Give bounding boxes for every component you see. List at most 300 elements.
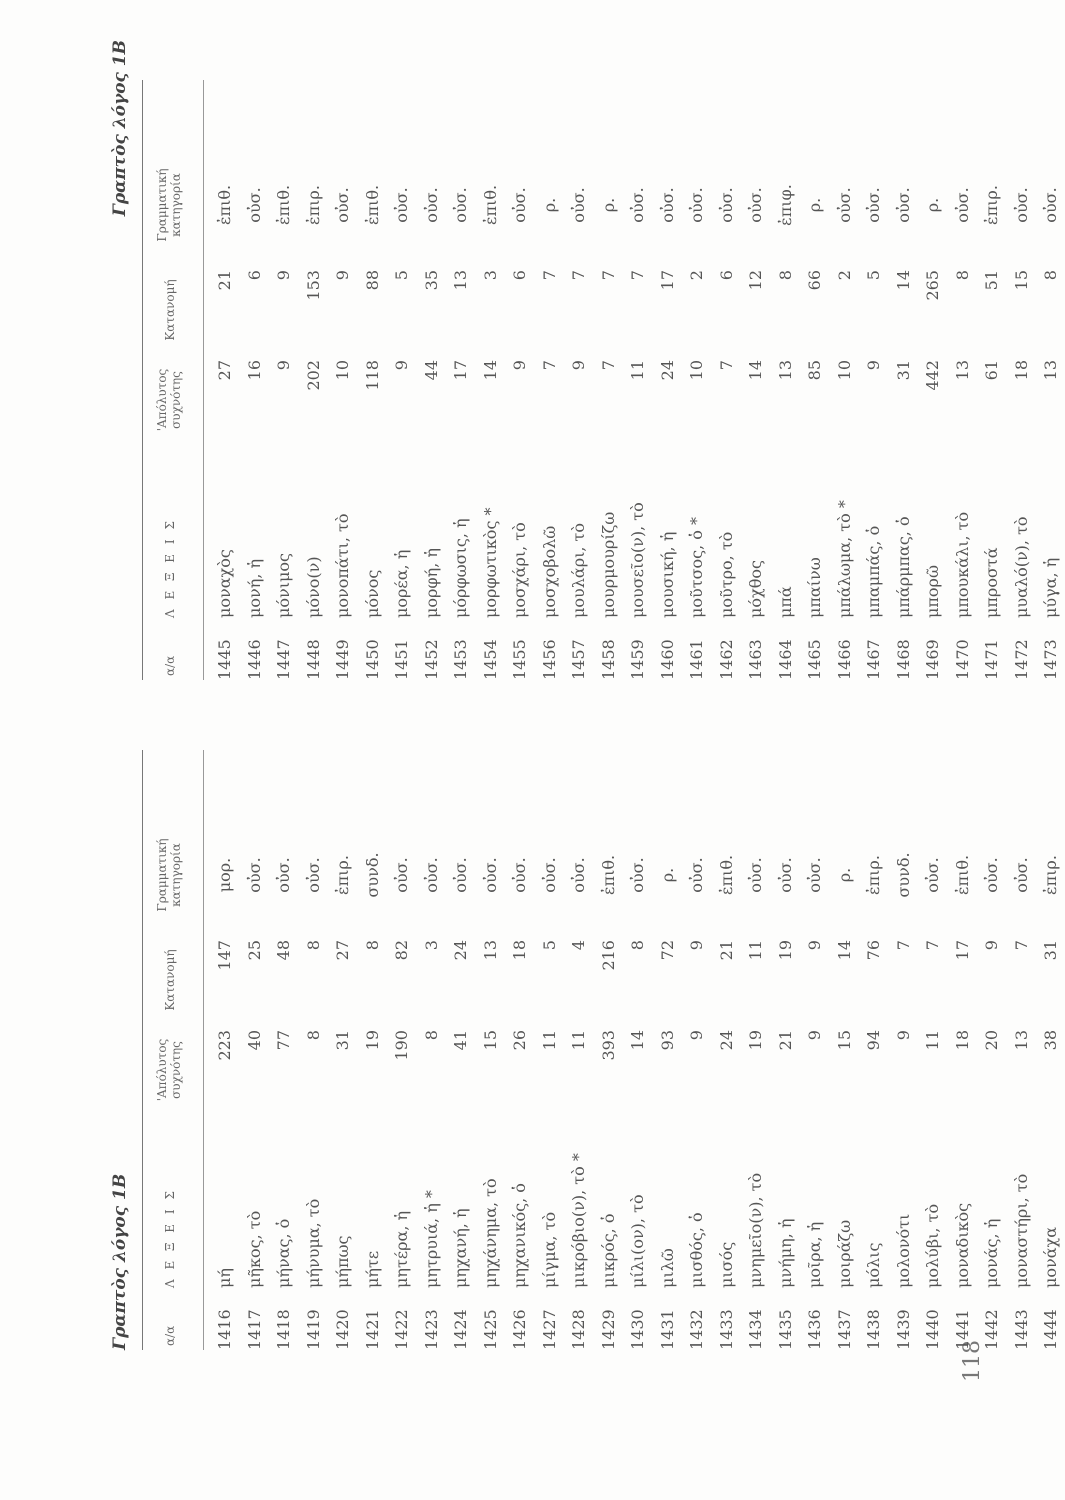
entry-distribution: 6 (244, 270, 264, 281)
table-row (771, 750, 801, 1350)
entry-lemma: μόνιμος (274, 552, 293, 618)
entry-abs-freq: 61 (982, 360, 1001, 381)
entry-lemma: μοναχὸς (215, 549, 234, 618)
entry-lemma: μόνο(ν) (303, 556, 323, 618)
entry-index: 1421 (362, 1309, 382, 1350)
entry-index: 1456 (539, 639, 559, 680)
entry-grammar: οὐσ. (1011, 187, 1031, 223)
entry-lemma: μπάλωμα, τὸ * (834, 500, 854, 618)
entry-distribution: 8 (628, 940, 647, 951)
entry-lemma: μπροστά (982, 547, 1001, 618)
table-row (240, 750, 270, 1350)
entry-lemma: μπαμπάς, ὁ (864, 525, 883, 618)
entry-lemma: μπά (775, 586, 795, 618)
entry-distribution: 3 (480, 270, 500, 281)
entry-grammar: ἐπιρ. (864, 855, 883, 895)
entry-distribution: 2 (687, 270, 706, 281)
entry-abs-freq: 9 (687, 1030, 706, 1041)
entry-grammar: ἐπιθ. (480, 184, 500, 226)
table-row (594, 80, 624, 680)
table-row (653, 80, 683, 680)
entry-lemma: μῆκος, τὸ (244, 1210, 264, 1288)
entry-lemma: μύγα, ἡ (1041, 557, 1060, 618)
entry-lemma: μονοπάτι, τὸ (333, 513, 352, 618)
entry-grammar: οὐσ. (834, 187, 854, 223)
entry-lemma: μουλάρι, τὸ (569, 522, 588, 618)
table-row (505, 750, 535, 1350)
entry-lemma: μόνος (362, 569, 382, 618)
entry-grammar: ρ. (598, 197, 618, 213)
entry-abs-freq: 7 (716, 360, 736, 371)
entry-abs-freq: 442 (923, 360, 942, 391)
entry-abs-freq: 26 (510, 1030, 529, 1051)
running-head-right: Γραπτὸς λόγος 1Β (110, 40, 130, 217)
entry-distribution: 7 (923, 940, 942, 951)
entry-grammar: οὐσ. (775, 857, 795, 893)
entry-abs-freq: 9 (864, 360, 883, 371)
entry-index: 1417 (244, 1309, 264, 1350)
entry-lemma: μοιράζω (834, 1219, 854, 1288)
col-header-grammar: Γραμματική κατηγορία (155, 838, 183, 912)
entry-lemma: μίγμα, τὸ (539, 1211, 559, 1288)
entry-grammar: οὐσ. (716, 187, 736, 223)
entry-lemma: μορέα, ἡ (392, 549, 411, 618)
entry-grammar: οὐσ. (657, 187, 677, 223)
entry-index: 1438 (864, 1309, 883, 1350)
entry-index: 1444 (1041, 1309, 1060, 1350)
entry-index: 1454 (480, 639, 500, 680)
entry-distribution: 14 (893, 270, 913, 291)
entry-distribution: 12 (746, 270, 765, 291)
entry-index: 1458 (598, 639, 618, 680)
entry-index: 1442 (982, 1309, 1001, 1350)
col-header-index: α/α (163, 1325, 177, 1346)
entry-distribution: 17 (952, 940, 972, 961)
entry-abs-freq: 10 (687, 360, 706, 381)
entry-lemma: μορφή, ἡ (421, 548, 441, 618)
table-row (210, 750, 240, 1350)
entry-index: 1446 (244, 639, 264, 680)
table-row (476, 750, 506, 1350)
entry-abs-freq: 85 (805, 360, 824, 381)
entry-index: 1453 (451, 639, 470, 680)
table-row (417, 750, 447, 1350)
table-row (830, 80, 860, 680)
entry-lemma: μπορῶ (923, 565, 942, 618)
col-header-abs-freq: 'Απόλυτος συχνότης (155, 368, 183, 432)
entry-lemma: μισός (716, 1241, 736, 1288)
entry-grammar: οὐσ. (982, 857, 1001, 893)
table-row (387, 80, 417, 680)
entry-distribution: 216 (598, 940, 618, 971)
entry-grammar: οὐσ. (510, 187, 529, 223)
entry-abs-freq: 19 (362, 1030, 382, 1051)
entry-abs-freq: 9 (893, 1030, 913, 1041)
entry-grammar: οὐσ. (333, 187, 352, 223)
entry-grammar: οὐσ. (303, 857, 323, 893)
table-row (741, 80, 771, 680)
entry-distribution: 66 (805, 270, 824, 291)
table-row (328, 80, 358, 680)
entry-abs-freq: 20 (982, 1030, 1001, 1051)
table-row (476, 80, 506, 680)
entry-lemma: μικρός, ὁ (598, 1213, 618, 1288)
entry-grammar: ἐπιφ. (775, 184, 795, 226)
entry-abs-freq: 13 (952, 360, 972, 381)
entry-lemma: μίλι(ον), τὸ (628, 1194, 647, 1288)
entry-index: 1451 (392, 639, 411, 680)
entry-grammar: οὐσ. (244, 857, 264, 893)
entry-index: 1426 (510, 1309, 529, 1350)
entry-distribution: 19 (775, 940, 795, 961)
entry-abs-freq: 9 (510, 360, 529, 371)
entry-index: 1443 (1011, 1309, 1031, 1350)
entry-grammar: συνδ. (362, 852, 382, 898)
entry-index: 1441 (952, 1309, 972, 1350)
entry-distribution: 14 (834, 940, 854, 961)
entry-index: 1440 (923, 1309, 942, 1350)
entry-index: 1450 (362, 639, 382, 680)
entry-grammar: ἐπιρ. (1041, 855, 1060, 895)
entry-grammar: οὐσ. (1041, 187, 1060, 223)
entry-abs-freq: 93 (657, 1030, 677, 1051)
entry-abs-freq: 44 (421, 360, 441, 381)
entry-index: 1447 (274, 639, 293, 680)
entry-grammar: ρ. (805, 197, 824, 213)
entry-abs-freq: 18 (1011, 360, 1031, 381)
entry-abs-freq: 21 (775, 1030, 795, 1051)
entry-index: 1437 (834, 1309, 854, 1350)
entry-abs-freq: 24 (716, 1030, 736, 1051)
entry-distribution: 7 (1011, 940, 1031, 951)
table-row (948, 80, 978, 680)
entry-distribution: 153 (303, 270, 323, 301)
entry-index: 1467 (864, 639, 883, 680)
entry-abs-freq: 393 (598, 1030, 618, 1061)
entry-abs-freq: 13 (1041, 360, 1060, 381)
entry-index: 1418 (274, 1309, 293, 1350)
entry-lemma: μουρμουρίζω (598, 511, 618, 618)
entry-distribution: 2 (834, 270, 854, 281)
table-row (771, 80, 801, 680)
entry-abs-freq: 10 (333, 360, 352, 381)
table-row (800, 80, 830, 680)
entry-distribution: 9 (274, 270, 293, 281)
entry-abs-freq: 9 (805, 1030, 824, 1041)
table-row (1036, 750, 1065, 1350)
entry-index: 1425 (480, 1309, 500, 1350)
entry-lemma: μόλις (864, 1242, 883, 1288)
entry-index: 1432 (687, 1309, 706, 1350)
entry-abs-freq: 202 (303, 360, 323, 391)
entry-abs-freq: 19 (746, 1030, 765, 1051)
entry-index: 1455 (510, 639, 529, 680)
table-row (859, 80, 889, 680)
table-row (977, 750, 1007, 1350)
entry-distribution: 31 (1041, 940, 1060, 961)
entry-index: 1460 (657, 639, 677, 680)
entry-distribution: 51 (982, 270, 1001, 291)
entry-grammar: οὐσ. (480, 857, 500, 893)
table-row (299, 750, 329, 1350)
entry-distribution: 8 (1041, 270, 1060, 281)
table-row (977, 80, 1007, 680)
header-rule (142, 80, 143, 680)
entry-distribution: 13 (451, 270, 470, 291)
entry-index: 1464 (775, 639, 795, 680)
entry-grammar: οὐσ. (864, 187, 883, 223)
entry-distribution: 76 (864, 940, 883, 961)
entry-distribution: 88 (362, 270, 382, 291)
column-rule (203, 80, 204, 680)
entry-index: 1433 (716, 1309, 736, 1350)
entry-lemma: μοσχοβολῶ (539, 525, 559, 618)
entry-grammar: ἐπιρ. (303, 185, 323, 225)
entry-index: 1472 (1011, 639, 1031, 680)
entry-index: 1439 (893, 1309, 913, 1350)
left-table-section (0, 710, 1065, 1350)
table-row (859, 750, 889, 1350)
entry-grammar: ἐπιθ. (598, 854, 618, 896)
table-row (889, 80, 919, 680)
table-row (358, 750, 388, 1350)
table-row (358, 80, 388, 680)
table-row (653, 750, 683, 1350)
entry-index: 1449 (333, 639, 352, 680)
table-row (918, 750, 948, 1350)
right-table-section (0, 40, 1065, 680)
entry-lemma: μόρφωσις, ἡ (451, 518, 470, 618)
column-headers (145, 80, 205, 680)
table-row (446, 750, 476, 1350)
entry-grammar: ρ. (923, 197, 942, 213)
entry-distribution: 5 (864, 270, 883, 281)
table-row (682, 750, 712, 1350)
entry-distribution: 72 (657, 940, 677, 961)
entry-abs-freq: 17 (451, 360, 470, 381)
entry-index: 1462 (716, 639, 736, 680)
entry-abs-freq: 40 (244, 1030, 264, 1051)
entry-grammar: ἐπιθ. (952, 854, 972, 896)
entry-grammar: συνδ. (893, 852, 913, 898)
entry-abs-freq: 31 (893, 360, 913, 381)
table-row (1007, 750, 1037, 1350)
entry-distribution: 4 (569, 940, 588, 951)
table-rows-left (210, 750, 1065, 1350)
entry-distribution: 9 (333, 270, 352, 281)
entry-distribution: 13 (480, 940, 500, 961)
entry-abs-freq: 118 (362, 360, 382, 391)
entry-abs-freq: 15 (834, 1030, 854, 1051)
entry-abs-freq: 8 (303, 1030, 323, 1041)
entry-lemma: μητρυιά, ἡ * (421, 1190, 441, 1288)
entry-lemma: μοσχάρι, τὸ (510, 522, 529, 618)
entry-grammar: οὐσ. (392, 857, 411, 893)
entry-lemma: μοῦτσος, ὁ * (687, 516, 706, 618)
entry-grammar: οὐσ. (687, 187, 706, 223)
entry-lemma: μιλῶ (657, 1248, 677, 1288)
entry-distribution: 35 (421, 270, 441, 291)
table-row (682, 80, 712, 680)
entry-lemma: μητέρα, ἡ (392, 1210, 411, 1288)
entry-lemma: μήνυμα, τὸ (303, 1198, 323, 1288)
entry-index: 1465 (805, 639, 824, 680)
entry-distribution: 9 (687, 940, 706, 951)
entry-index: 1470 (952, 639, 972, 680)
entry-index: 1416 (215, 1309, 234, 1350)
col-header-distribution: Κατανομή (163, 279, 177, 341)
entry-lemma: μπουκάλι, τὸ (952, 511, 972, 618)
entry-index: 1457 (569, 639, 588, 680)
entry-grammar: οὐσ. (687, 857, 706, 893)
col-header-index: α/α (163, 655, 177, 676)
table-row (535, 750, 565, 1350)
entry-abs-freq: 14 (480, 360, 500, 381)
table-row (564, 750, 594, 1350)
header-rule (142, 750, 143, 1350)
entry-grammar: οὐσ. (746, 857, 765, 893)
entry-lemma: μορφωτικὸς * (480, 507, 500, 618)
table-rows-right (210, 80, 1065, 680)
entry-index: 1469 (923, 639, 942, 680)
entry-distribution: 8 (775, 270, 795, 281)
entry-grammar: οὐσ. (539, 857, 559, 893)
entry-lemma: μοῦτρο, τὸ (716, 531, 736, 618)
entry-grammar: οὐσ. (274, 857, 293, 893)
entry-abs-freq: 38 (1041, 1030, 1060, 1051)
table-row (269, 750, 299, 1350)
col-header-lemma: Λ Ε Ξ Ε Ι Σ (163, 518, 177, 618)
column-headers (145, 750, 205, 1350)
entry-distribution: 9 (982, 940, 1001, 951)
page-number: 118 (960, 1340, 985, 1382)
entry-abs-freq: 9 (274, 360, 293, 371)
entry-index: 1471 (982, 639, 1001, 680)
entry-abs-freq: 27 (215, 360, 234, 381)
entry-abs-freq: 14 (746, 360, 765, 381)
entry-distribution: 3 (421, 940, 441, 951)
entry-abs-freq: 15 (480, 1030, 500, 1051)
entry-grammar: οὐσ. (569, 857, 588, 893)
col-header-lemma: Λ Ε Ξ Ε Ι Σ (163, 1188, 177, 1288)
table-row (623, 750, 653, 1350)
table-row (564, 80, 594, 680)
entry-distribution: 8 (362, 940, 382, 951)
entry-distribution: 6 (510, 270, 529, 281)
entry-abs-freq: 24 (657, 360, 677, 381)
entry-lemma: μήπως (333, 1235, 352, 1288)
entry-grammar: οὐσ. (244, 187, 264, 223)
entry-grammar: οὐσ. (392, 187, 411, 223)
entry-lemma: μηχανή, ἡ (451, 1208, 470, 1288)
entry-grammar: ρ. (834, 867, 854, 883)
entry-abs-freq: 16 (244, 360, 264, 381)
entry-grammar: οὐσ. (952, 187, 972, 223)
entry-abs-freq: 7 (598, 360, 618, 371)
entry-lemma: μοῖρα, ἡ (805, 1221, 824, 1288)
entry-abs-freq: 223 (215, 1030, 234, 1061)
entry-distribution: 6 (716, 270, 736, 281)
entry-abs-freq: 8 (421, 1030, 441, 1041)
entry-grammar: ἐπιθ. (274, 184, 293, 226)
entry-index: 1459 (628, 639, 647, 680)
entry-distribution: 7 (893, 940, 913, 951)
entry-abs-freq: 11 (539, 1030, 559, 1051)
entry-abs-freq: 31 (333, 1030, 352, 1051)
table-row (800, 750, 830, 1350)
entry-distribution: 8 (303, 940, 323, 951)
entry-lemma: μηχανικός, ὁ (510, 1183, 529, 1288)
entry-index: 1434 (746, 1309, 765, 1350)
entry-lemma: μπαίνω (805, 557, 824, 618)
entry-index: 1448 (303, 639, 323, 680)
entry-index: 1466 (834, 639, 854, 680)
entry-grammar: οὐσ. (923, 857, 942, 893)
entry-distribution: 17 (657, 270, 677, 291)
entry-lemma: μήτε (362, 1250, 382, 1288)
entry-index: 1436 (805, 1309, 824, 1350)
entry-abs-freq: 77 (274, 1030, 293, 1051)
table-row (918, 80, 948, 680)
table-row (417, 80, 447, 680)
entry-abs-freq: 11 (628, 360, 647, 381)
entry-lemma: μνημεῖο(ν), τὸ (746, 1172, 765, 1288)
entry-distribution: 147 (215, 940, 234, 971)
entry-index: 1423 (421, 1309, 441, 1350)
entry-lemma: μή (215, 1268, 234, 1288)
col-header-abs-freq: 'Απόλυτος συχνότης (155, 1038, 183, 1102)
entry-grammar: οὐσ. (1011, 857, 1031, 893)
entry-index: 1428 (569, 1309, 588, 1350)
entry-grammar: οὐσ. (628, 187, 647, 223)
entry-grammar: οὐσ. (893, 187, 913, 223)
entry-index: 1435 (775, 1309, 795, 1350)
entry-index: 1424 (451, 1309, 470, 1350)
entry-distribution: 7 (539, 270, 559, 281)
table-row (299, 80, 329, 680)
entry-abs-freq: 11 (923, 1030, 942, 1051)
entry-abs-freq: 13 (1011, 1030, 1031, 1051)
entry-abs-freq: 11 (569, 1030, 588, 1051)
entry-abs-freq: 41 (451, 1030, 470, 1051)
entry-index: 1473 (1041, 639, 1060, 680)
entry-distribution: 21 (716, 940, 736, 961)
entry-lemma: μολύβι, τὸ (923, 1203, 942, 1288)
table-row (712, 80, 742, 680)
entry-grammar: οὐσ. (805, 857, 824, 893)
entry-index: 1427 (539, 1309, 559, 1350)
entry-index: 1452 (421, 639, 441, 680)
entry-lemma: μικρόβιο(ν), τὸ * (569, 1153, 588, 1288)
running-head-left: Γραπτὸς λόγος 1Β (110, 1173, 130, 1350)
entry-distribution: 8 (952, 270, 972, 281)
entry-grammar: οὐσ. (451, 857, 470, 893)
entry-grammar: ρ. (657, 867, 677, 883)
entry-lemma: μόχθος (746, 560, 765, 618)
entry-distribution: 265 (923, 270, 942, 301)
entry-distribution: 7 (598, 270, 618, 281)
entry-distribution: 15 (1011, 270, 1031, 291)
entry-lemma: μονάς, ἡ (982, 1218, 1001, 1288)
entry-index: 1422 (392, 1309, 411, 1350)
table-row (1007, 80, 1037, 680)
col-header-grammar: Γραμματική κατηγορία (155, 168, 183, 242)
entry-grammar: μορ. (215, 857, 234, 893)
table-row (948, 750, 978, 1350)
entry-distribution: 24 (451, 940, 470, 961)
table-row (328, 750, 358, 1350)
entry-distribution: 25 (244, 940, 264, 961)
